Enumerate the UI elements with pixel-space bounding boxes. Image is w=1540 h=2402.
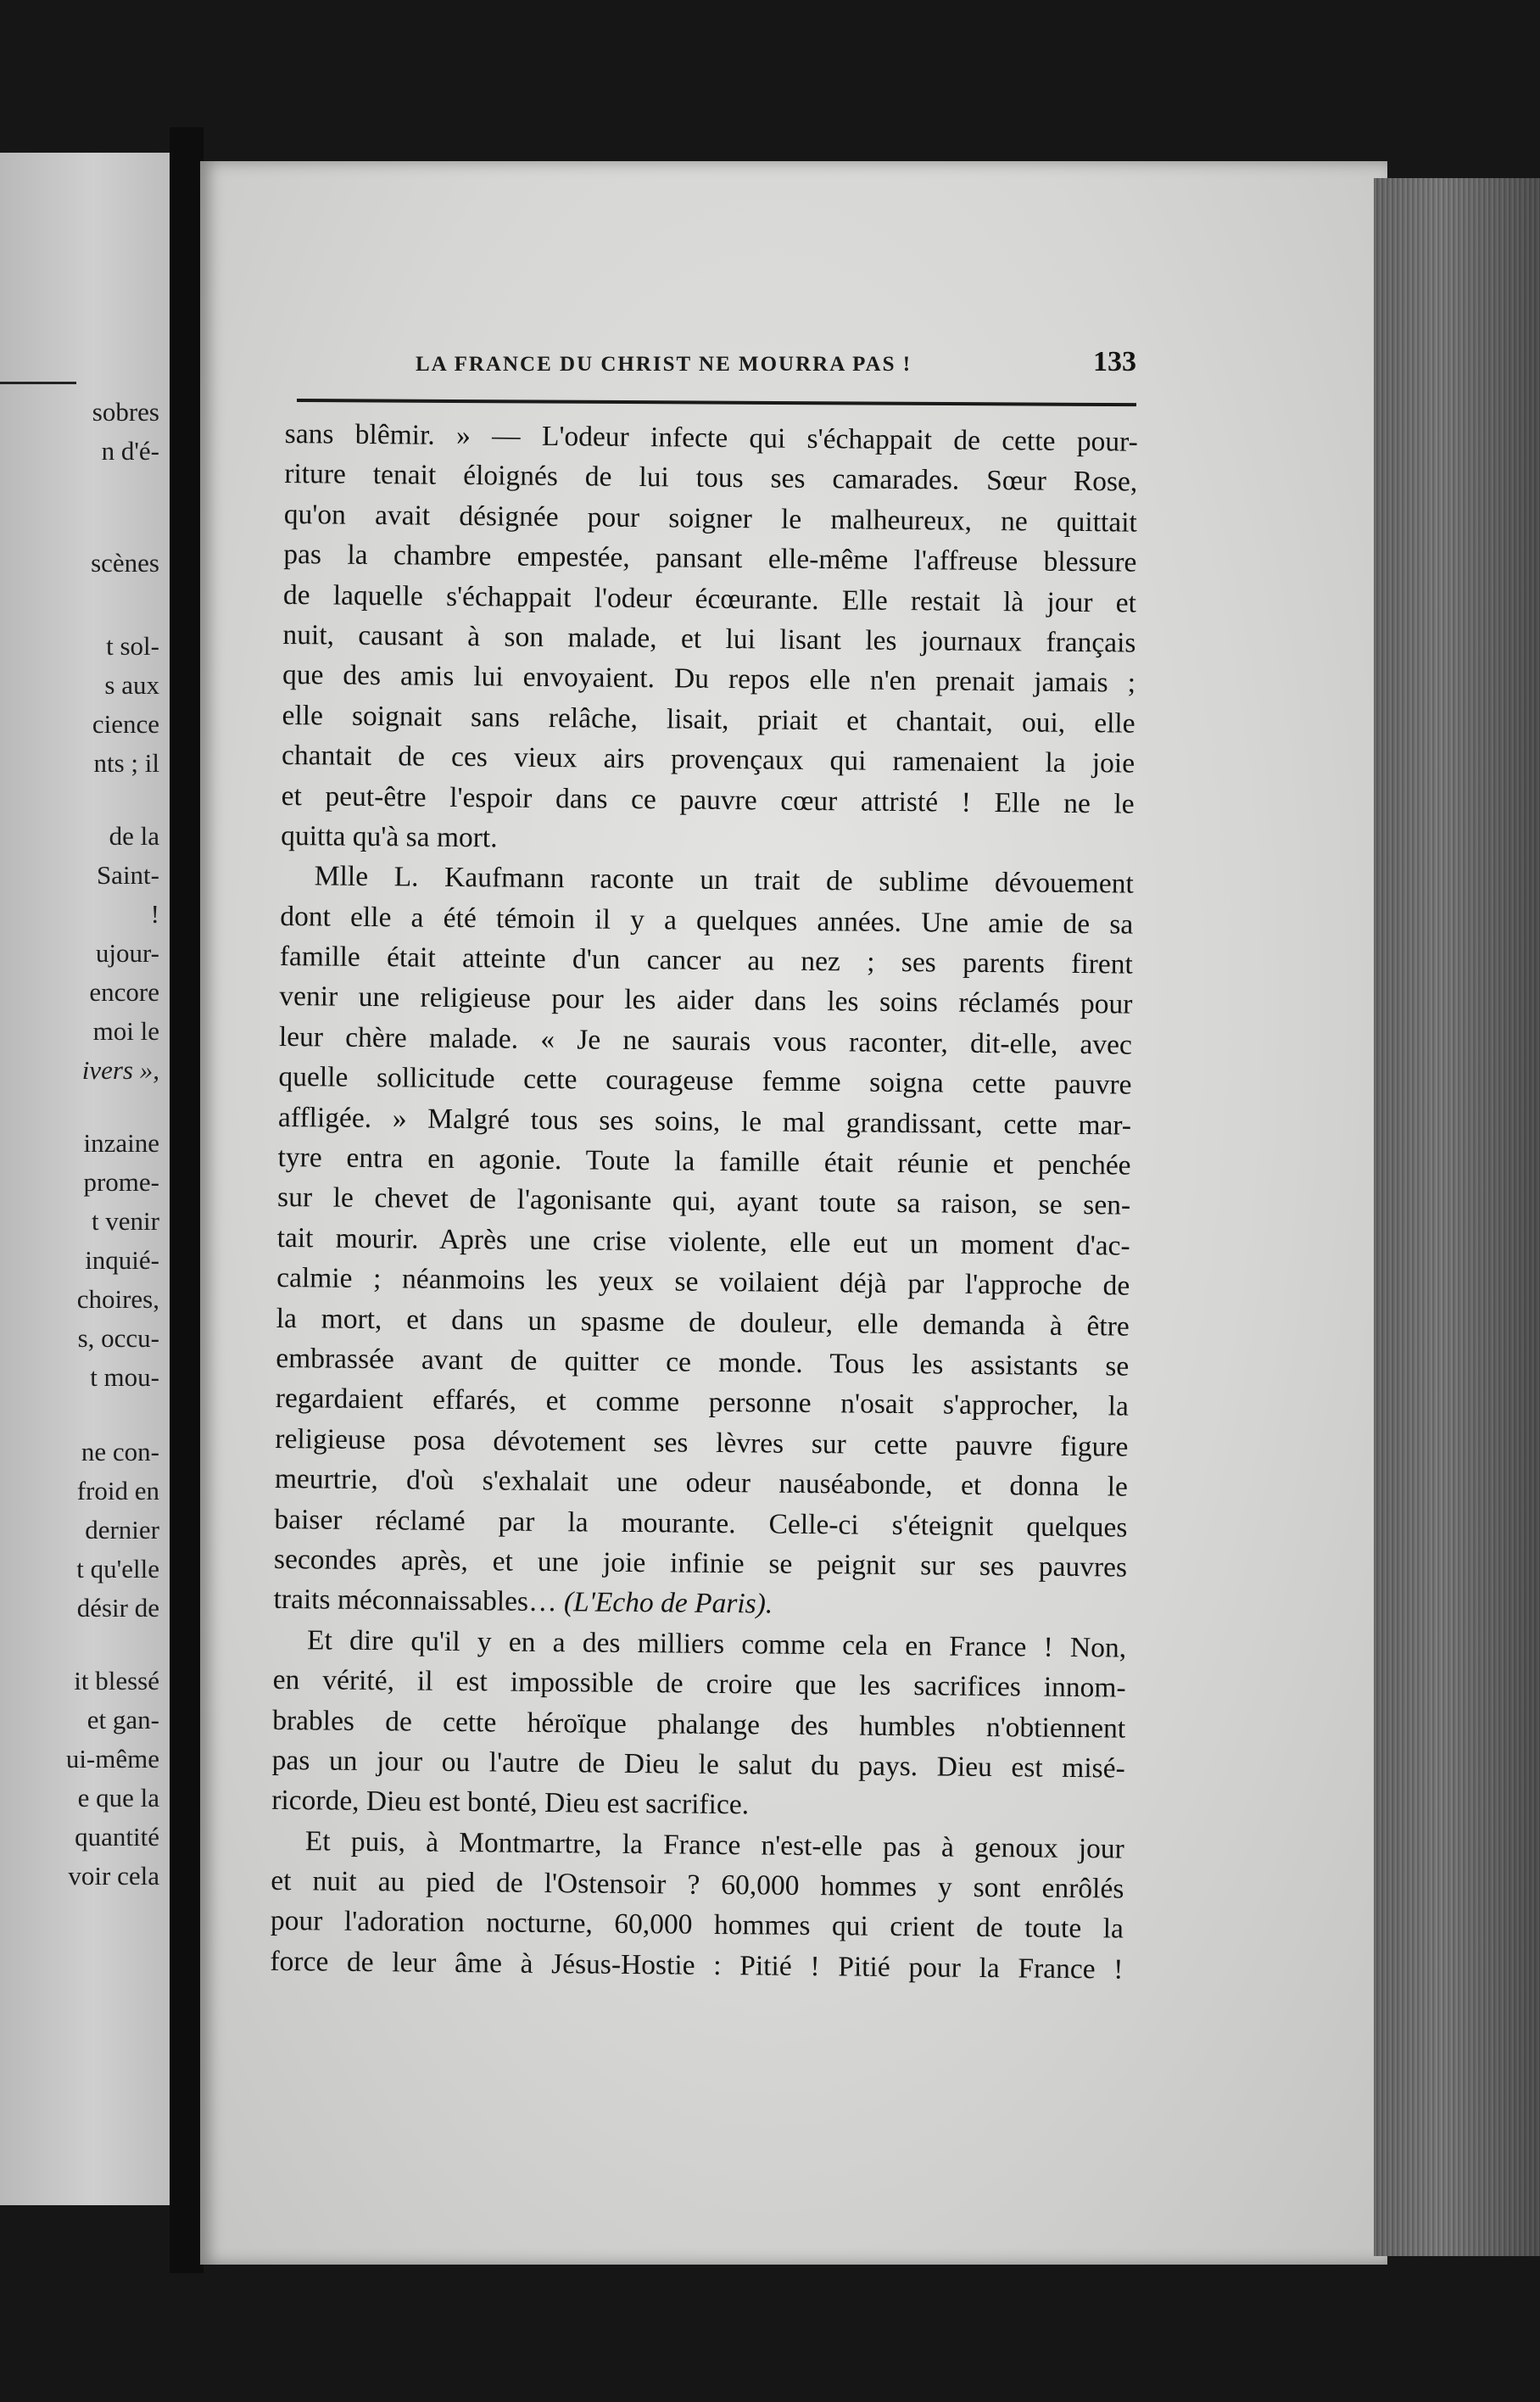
text-line: quelle sollicitude cette courageuse femme soigna cette pauvre <box>278 1061 1132 1101</box>
text-line: de laquelle s'échappait l'odeur écœurante. Elle restait là jour et <box>282 578 1137 619</box>
text-line: regardaient effarés, et comme personne n'osait s'approcher, la <box>275 1383 1129 1422</box>
text-line: nuit, causant à son malade, et lui lisant les journaux français <box>282 618 1136 659</box>
previous-page-line: t sol- <box>106 631 159 661</box>
previous-page-line: dernier <box>85 1515 159 1545</box>
previous-page-line: de la <box>109 821 159 851</box>
text-line: tyre entra en agonie. Toute la famille était réunie et penchée <box>277 1141 1131 1181</box>
previous-page-line: froid en <box>76 1476 159 1505</box>
previous-page-line: ujour- <box>95 938 159 968</box>
previous-page-line: it blessé <box>74 1666 159 1695</box>
running-title: LA FRANCE DU CHRIST NE MOURRA PAS ! <box>416 353 912 376</box>
text-line: chantait de ces vieux airs provençaux qui ramenaient la joie <box>281 740 1135 779</box>
text-line: ricorde, Dieu est bonté, Dieu est sacrifice. <box>271 1785 750 1821</box>
text-line: que des amis lui envoyaient. Du repos elle n'en prenait jamais ; <box>282 659 1136 699</box>
text-line: meurtrie, d'où s'exhalait une odeur nauséabonde, et donna le <box>274 1463 1129 1503</box>
previous-page <box>0 153 170 2205</box>
paragraph-start-line: Mlle L. Kaufmann raconte un trait de sublime dévouement <box>314 860 1134 900</box>
previous-page-line: et gan- <box>86 1705 159 1734</box>
body-text <box>270 414 1138 1990</box>
text-line: qu'on avait désignée pour soigner le malheureux, ne quittait <box>283 498 1137 539</box>
previous-page-line: cience <box>92 709 159 739</box>
text-line: riture tenait éloignés de lui tous ses camarades. Sœur Rose, <box>284 458 1138 499</box>
text-line: leur chère malade. « Je ne saurais vous raconter, dit-elle, avec <box>278 1020 1133 1061</box>
previous-page-line: inzaine <box>83 1128 159 1158</box>
previous-page-line: Saint- <box>96 860 159 890</box>
previous-page-line: t mou- <box>90 1362 159 1392</box>
previous-page-line: ! <box>150 899 159 929</box>
text-line: secondes après, et une joie infinie se peignit sur ses pauvres <box>273 1543 1128 1584</box>
text-line: quitta qu'à sa mort. <box>281 819 498 854</box>
text-line: sans blêmir. » — L'odeur infecte qui s'échappait de cette pour- <box>284 417 1138 458</box>
previous-page-line: nts ; il <box>93 748 159 778</box>
previous-page-line: t qu'elle <box>76 1554 159 1584</box>
page-header <box>297 346 1136 397</box>
previous-page-line: ivers », <box>81 1055 159 1085</box>
book-gutter <box>170 127 204 2273</box>
text-line: venir une religieuse pour les aider dans les soins réclamés pour <box>279 980 1133 1021</box>
previous-page-line: choires, <box>76 1284 159 1314</box>
text-line: calmie ; néanmoins les yeux se voilaient déjà par l'approche de <box>276 1262 1130 1302</box>
previous-page-line: n d'é- <box>101 436 159 466</box>
previous-page-line: désir de <box>76 1593 159 1623</box>
text-line: traits méconnaissables… <box>273 1584 557 1618</box>
text-line: dont elle a été témoin il y a quelques années. Une amie de sa <box>280 900 1134 941</box>
paragraph-start-line: Et puis, à Montmartre, la France n'est-elle pas à genoux jour <box>304 1824 1124 1865</box>
text-line: pas un jour ou l'autre de Dieu le salut du pays. Dieu est misé- <box>271 1744 1125 1785</box>
text-line: baiser réclamé par la mourante. Celle-ci s'éteignit quelques <box>274 1503 1128 1544</box>
text-line: religieuse posa dévotement ses lèvres sur cette pauvre figure <box>275 1422 1129 1463</box>
text-line: affligée. » Malgré tous ses soins, le mal grandissant, cette mar- <box>277 1101 1132 1142</box>
previous-page-header-rule <box>0 382 76 384</box>
text-line: elle soignait sans relâche, lisait, priait et chantait, oui, elle <box>282 699 1135 740</box>
page-number: 133 <box>1093 346 1136 377</box>
previous-page-line: voir cela <box>68 1861 159 1891</box>
previous-page-line: s, occu- <box>77 1323 159 1353</box>
previous-page-line: ne con- <box>81 1437 159 1466</box>
previous-page-line: e que la <box>77 1783 159 1813</box>
text-line: la mort, et dans un spasme de douleur, elle demanda à être <box>276 1302 1130 1343</box>
previous-page-line: ui-même <box>65 1744 159 1774</box>
text-line: et nuit au pied de l'Ostensoir ? 60,000 hommes y sont enrôlés <box>271 1864 1124 1905</box>
text-line: tait mourir. Après une crise violente, elle eut un moment d'ac- <box>276 1221 1130 1262</box>
previous-page-line: t venir <box>91 1206 159 1236</box>
text-line: et peut-être l'espoir dans ce pauvre cœur attristé ! Elle ne le <box>281 779 1135 820</box>
text-line: embrassée avant de quitter ce monde. Tous les assistants se <box>276 1342 1130 1383</box>
previous-page-line: moi le <box>92 1016 159 1046</box>
page-edge-shadow <box>1374 178 1540 2256</box>
previous-page-line: s aux <box>104 670 159 700</box>
previous-page-line: sobres <box>92 397 159 427</box>
paragraph-start-line: Et dire qu'il y en a des milliers comme cela en France ! Non, <box>306 1624 1127 1664</box>
previous-page-line: encore <box>89 977 159 1007</box>
text-line: brables de cette héroïque phalange des humbles n'obtiennent <box>272 1704 1126 1745</box>
citation: (L'Echo de Paris). <box>563 1586 773 1620</box>
previous-page-line: inquié- <box>85 1245 159 1275</box>
text-line: force de leur âme à Jésus-Hostie : Pitié ! Pitié pour la France ! <box>270 1945 1124 1986</box>
previous-page-line: scènes <box>91 548 159 578</box>
previous-page-line: prome- <box>83 1167 159 1197</box>
text-line: famille était atteinte d'un cancer au nez ; ses parents firent <box>279 941 1133 980</box>
text-line: pas la chambre empestée, pansant elle-même l'affreuse blessure <box>283 539 1137 578</box>
text-line: sur le chevet de l'agonisante qui, ayant toute sa raison, se sen- <box>276 1181 1131 1222</box>
text-line: pour l'adoration nocturne, 60,000 hommes qui crient de toute la <box>270 1905 1124 1946</box>
text-line: en vérité, il est impossible de croire que les sacrifices innom- <box>272 1664 1126 1704</box>
previous-page-line: quantité <box>75 1822 159 1852</box>
